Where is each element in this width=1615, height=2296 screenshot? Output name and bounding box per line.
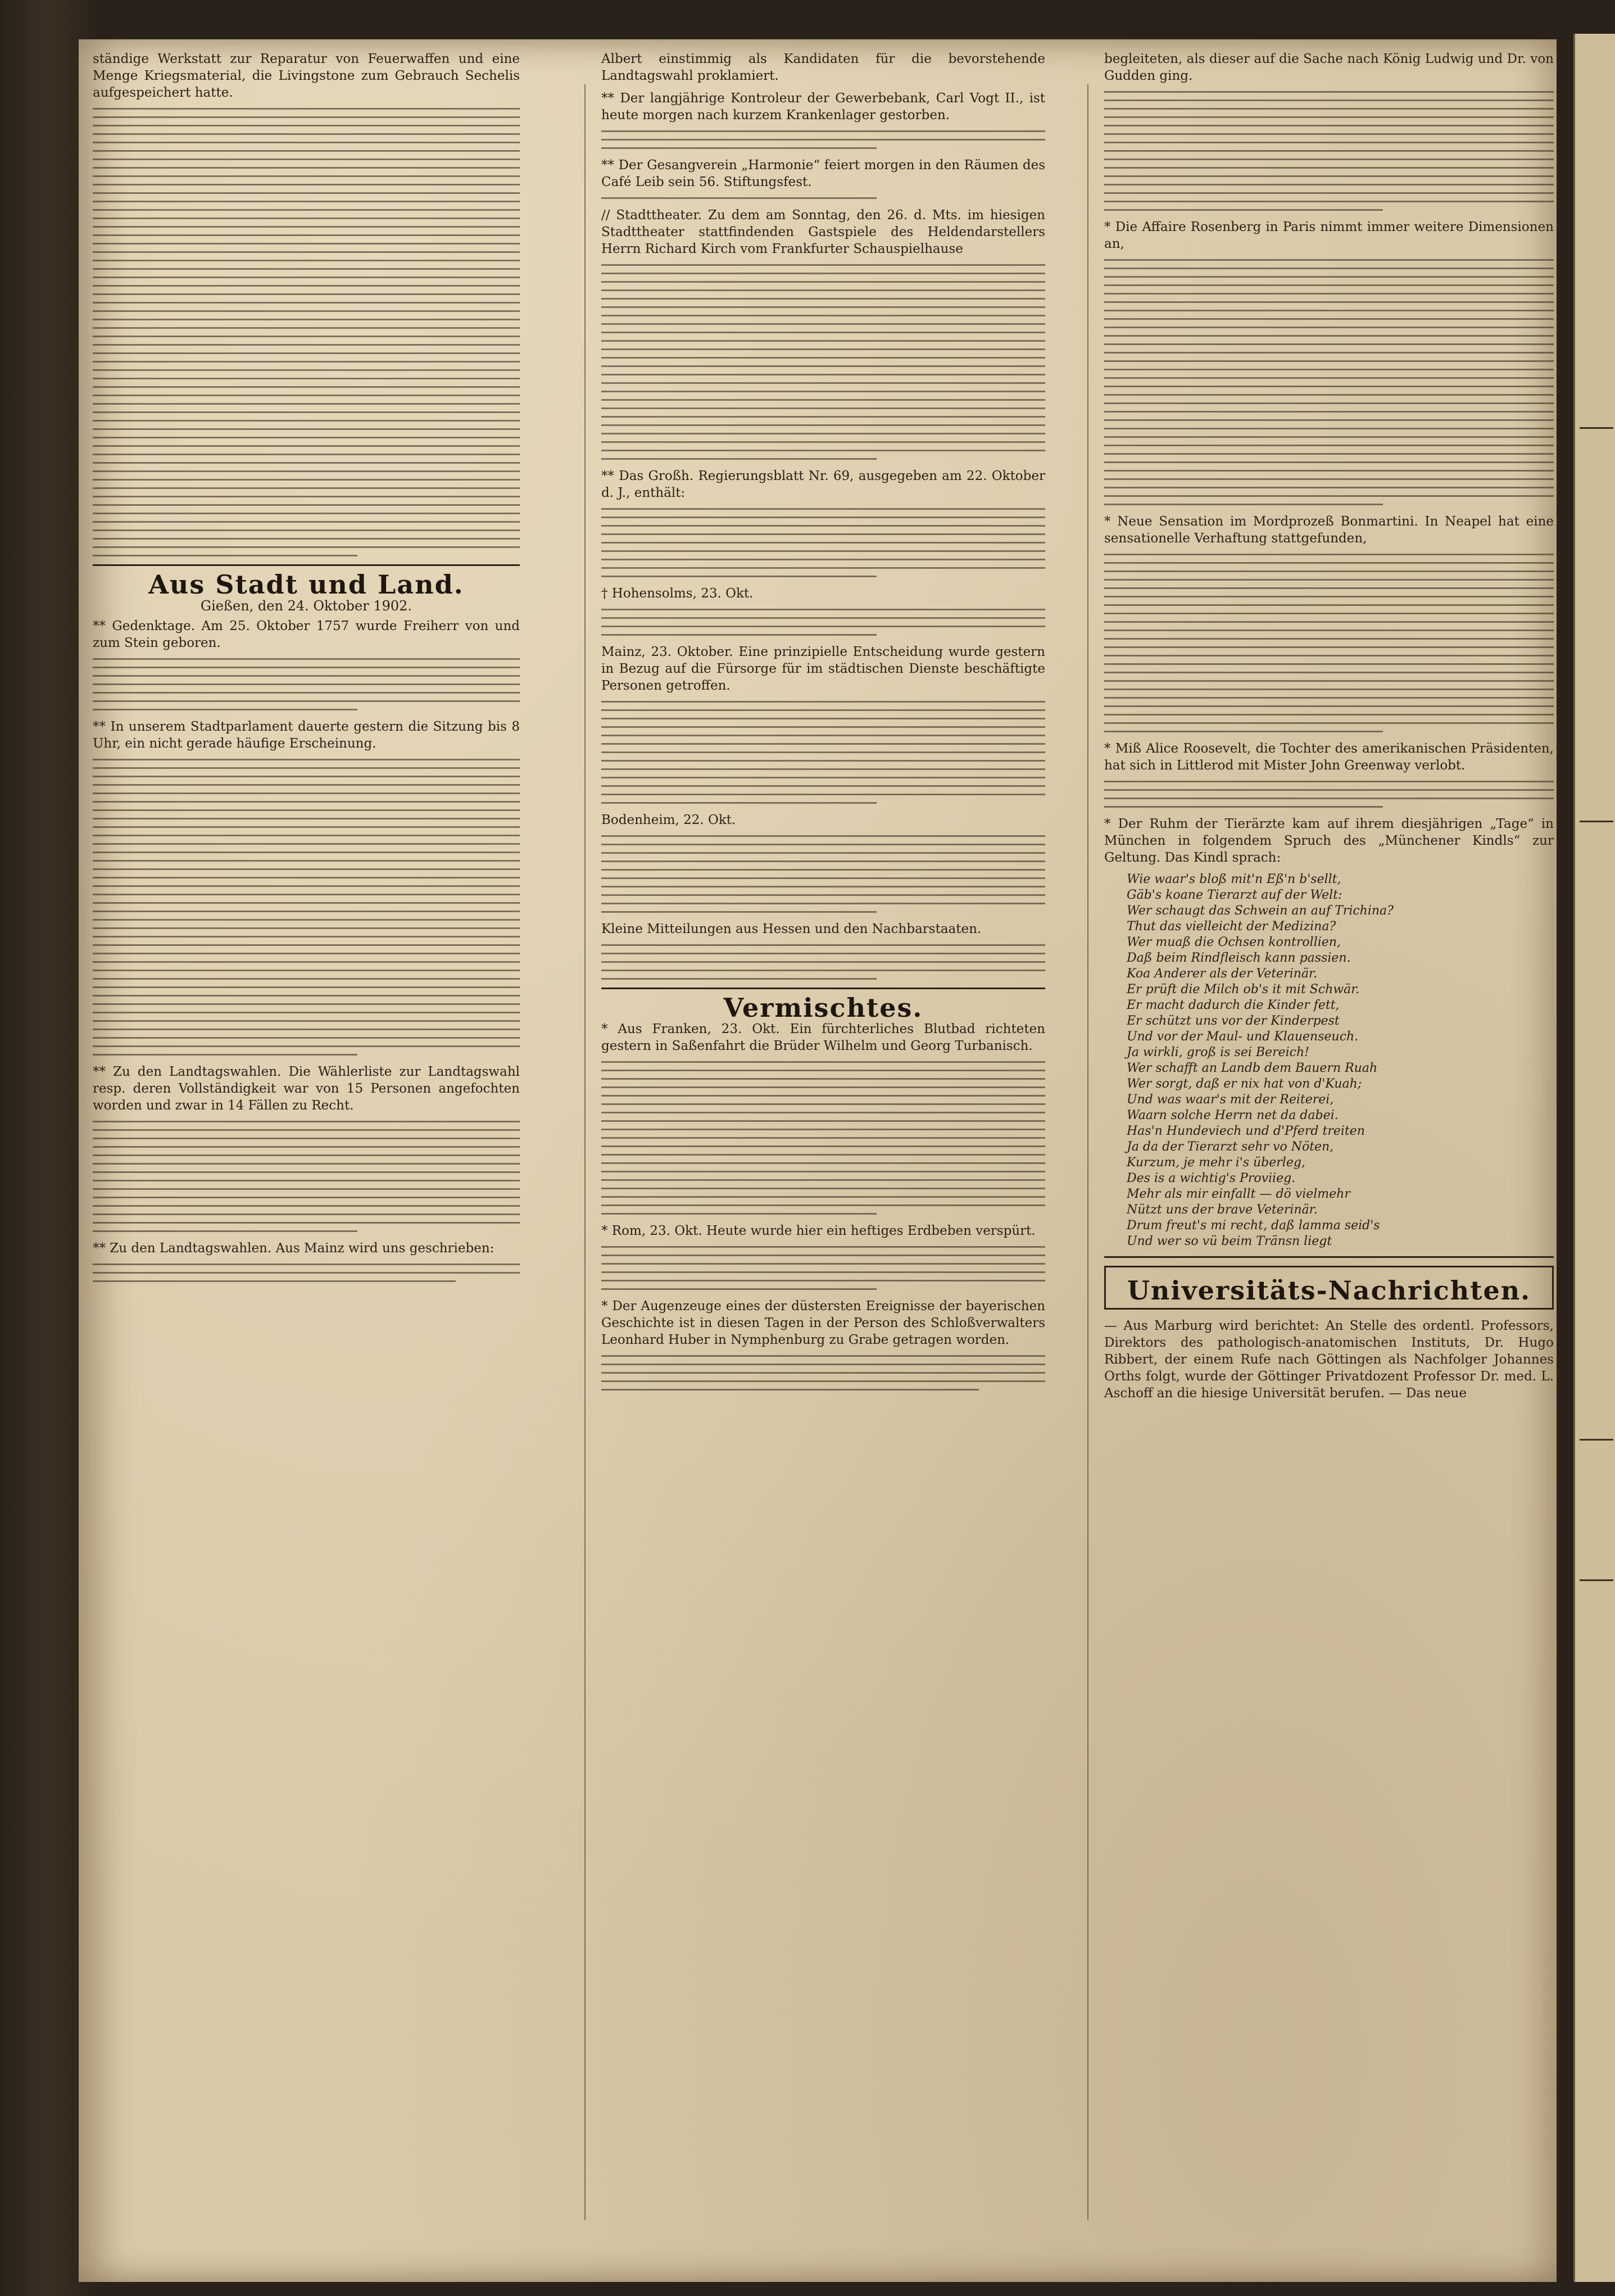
article-bodenheim: Bodenheim, 22. Okt. (601, 813, 736, 827)
article-mainz: Mainz, 23. Oktober. Eine prinzipielle Entscheidung wurde gestern in Bezug auf die Fürsorge für im städtischen Dienste beschäftigte Personen getroffen. (601, 645, 1045, 693)
lead-paragraph: Albert einstimmig als Kandidaten für die bevorstehende Landtagswahl proklamiert. (601, 52, 1045, 83)
section-title: Aus Stadt und Land. (148, 569, 464, 600)
section-title: Universitäts-Nachrichten. (1127, 1275, 1531, 1306)
dateline: Gießen, den 24. Oktober 1902. (200, 598, 412, 614)
column-2 (601, 51, 1045, 1398)
article-harmonie: ** Der Gesangverein „Harmonie“ feiert morgen in den Räumen des Café Leib sein 56. Stiftungsfest. (601, 158, 1045, 189)
article-landtagswahlen-mainz: ** Zu den Landtagswahlen. Aus Mainz wird uns geschrieben: (93, 1241, 495, 1256)
article-regierungsblatt: ** Das Großh. Regierungsblatt Nr. 69, ausgegeben am 22. Oktober d. J., enthält: (601, 469, 1045, 500)
article-gedenktage: ** Gedenktage. Am 25. Oktober 1757 wurde Freiherr von und zum Stein geboren. (93, 619, 520, 650)
article-marburg: — Aus Marburg wird berichtet: An Stelle des ordentl. Professors, Direktors des pathologisch-anatomischen Instituts, Dr. Hugo Ribbert, der einem Rufe nach Göttingen als Nachfolger Johannes Orths folgt, wurde der Göttinger Privatdozent Professor Dr. med. L. Aschoff an die hiesige Universität berufen. — Das neue (1104, 1319, 1554, 1401)
section-divider (1104, 1256, 1554, 1258)
article-franken: * Aus Franken, 23. Okt. Ein fürchterliches Blutbad richteten gestern in Saßenfahrt die Brüder Wilhelm und Georg Turbanisch. (601, 1022, 1045, 1053)
article-tierarzt: * Der Ruhm der Tierärzte kam auf ihrem diesjährigen „Tage“ in München in folgendem Spruch des „Münchener Kindls“ zur Geltung. Das Kindl sprach: (1104, 817, 1554, 865)
article-kleine-mitteilungen: Kleine Mitteilungen aus Hessen und den Nachbarstaaten. (601, 922, 982, 936)
column-3 (1104, 51, 1554, 1407)
article-rosenberg: * Die Affaire Rosenberg in Paris nimmt immer weitere Dimensionen an, (1104, 220, 1554, 251)
university-news-box (1104, 1266, 1554, 1310)
text-block (93, 108, 520, 556)
article-roosevelt: * Miß Alice Roosevelt, die Tochter des amerikanischen Präsidenten, hat sich in Littlerod mit Mister John Greenway verlobt. (1104, 741, 1554, 773)
adjacent-page-edge (1573, 34, 1615, 2282)
article-landtagswahlen: ** Zu den Landtagswahlen. Die Wählerliste zur Landtagswahl resp. deren Vollständigkeit war von 15 Personen angefochten worden und zwar in 14 Fällen zu Recht. (93, 1065, 520, 1113)
article-sensation: * Neue Sensation im Mordprozeß Bonmartini. In Neapel hat eine sensationelle Verhaftung stattgefunden, (1104, 514, 1554, 546)
article-augenzeuge: * Der Augenzeuge eines der düstersten Ereignisse der bayerischen Geschichte ist in diesen Tagen in der Person des Schloßverwalters Leonhard Huber in Nymphenburg zu Grabe getragen worden. (601, 1299, 1045, 1347)
column-1 (93, 51, 520, 1290)
article-hohensolms: † Hohensolms, 23. Okt. (601, 586, 754, 601)
poem: Wie waar's bloß mit'n Eß'n b'sellt, Gäb's koane Tierarzt auf der Welt: Wer schaugt das Schwein an auf Trichina? Thut das vielleicht der Medizina? Wer muaß die Ochsen kontrollien, Daß beim Rindfleisch kann passien. Koa Anderer als der Veterinär. Er prüft die Milch ob's it mit Schwär. Er macht dadurch die Kinder fett, Er schützt uns vor der Kinderpest Und vor der Maul- und Klauenseuch. Ja wirkli, groß is sei Bereich! Wer schafft an Landb dem Bauern Ruah Wer sorgt, daß er nix hat von d'Kuah; Und was waar's mit der Reiterei, Waarn solche Herrn net da dabei. Has'n Hundeviech und d'Pferd treiten Ja da der Tierarzt sehr vo Nöten, Kurzum, je mehr i's überleg, Des is a wichtig's Proviieg. Mehr als mir einfallt — dö vielmehr Nützt uns der brave Veterinär. Drum freut's mi recht, daß lamma seid's Und wer so vü beim Tränsn liegt (1127, 872, 1394, 1248)
lead-paragraph: ständige Werkstatt zur Reparatur von Feuerwaffen und eine Menge Kriegsmaterial, die Livingstone zum Gebrauch Sechelis aufgespeichert hatte. (93, 52, 520, 100)
column-divider (584, 84, 586, 2220)
lead-paragraph: begleiteten, als dieser auf die Sache nach König Ludwig und Dr. von Gudden ging. (1104, 52, 1554, 83)
article-rom: * Rom, 23. Okt. Heute wurde hier ein heftiges Erdbeben verspürt. (601, 1224, 1036, 1238)
section-divider (601, 988, 1045, 989)
article-stadttheater: // Stadttheater. Zu dem am Sonntag, den 26. d. Mts. im hiesigen Stadttheater stattfindenden Gastspiele des Heldendarstellers Herrn Richard Kirch vom Frankfurter Schauspielhause (601, 208, 1045, 256)
section-title: Vermischtes. (723, 993, 923, 1023)
column-divider (1087, 84, 1088, 2220)
article-kontroleur: ** Der langjährige Kontroleur der Gewerbebank, Carl Vogt II., ist heute morgen nach kurzem Krankenlager gestorben. (601, 91, 1045, 123)
article-stadtparlament: ** In unserem Stadtparlament dauerte gestern die Sitzung bis 8 Uhr, ein nicht gerade häufige Erscheinung. (93, 719, 520, 751)
section-divider (93, 564, 520, 566)
